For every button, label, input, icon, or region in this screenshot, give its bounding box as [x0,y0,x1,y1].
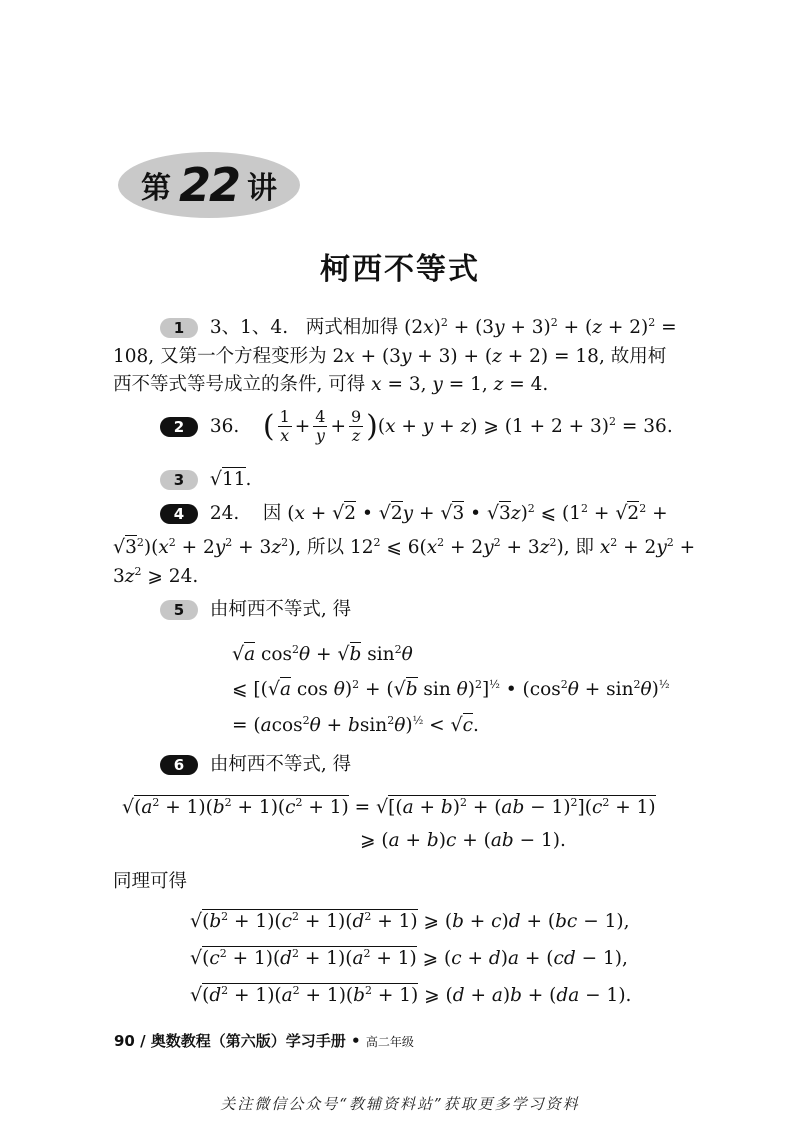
problem-1-line-3 [113,376,548,395]
problem-6-formula-3: $√(b^2 + 1)(c^2 + 1)(d^2 + 1)$ ⩾ (b + c)d + (bc − 1), [190,910,630,932]
lecture-prefix: 第 [140,171,171,206]
problem-3-radicand: 11 [222,469,246,490]
problem-3-answer: √11. [209,468,252,490]
problem-4-text-a: 因 [262,503,282,524]
problem-badge-2: 2 [160,417,198,437]
problem-5-formula-2: ⩽ [(√a cos θ)$^2$ + (√b sin θ)$^2$]$^{\frac{1}{2}}$ • $(\cos^2\theta + \sin^2\theta)^{\frac{1}{2}}$ [232,678,670,700]
problem-1-formula-2: 2x + (3y + 3) + (z + 2) = 18 [332,346,599,367]
page-footer [114,1030,414,1051]
problem-6-formula-2: ⩾ (a + b)c + (ab − 1). [360,830,566,851]
problem-4-text-c: , 即 [563,537,594,558]
problem-4-line-3 [113,565,199,587]
page-number: 90 [114,1032,135,1050]
problem-1-text-a: 两式相加得 [305,317,399,338]
page-title: 柯西不等式 [320,252,480,287]
problem-2-line [160,408,673,446]
problem-4-text-b: , 所以 [295,537,345,558]
problem-4-answer: 24. [209,503,240,524]
problem-4-line-2 [113,538,695,558]
problem-2-formula: ( $\frac{1}{x}$ + $\frac{4}{y}$ + $\frac{9}{z}$ )(x + y + z) ⩾ $(1 + 2 + 3)^2 = 36$. [262,407,673,446]
problem-5-formula-3: = $(acos^2\theta + bsin^2\theta)^{\frac{1}{2}} < √c$. [232,714,479,736]
problem-1-text-b: 108, 又第一个方程变形为 [113,346,327,367]
problem-4-formula-1: (x + √2 • √2y + √3 • √3z)$^2$ ⩽ ($1^2 + √2^2$ + [287,502,668,524]
problem-1-formula-3: x = 3, y = 1, z = 4. [371,374,549,395]
problem-4-formula-2: $√3^2)(x^2 + 2y^2 + 3z^2)$ [113,536,296,558]
problem-2-answer: 36. [209,415,240,437]
problem-4-formula-5: $3z^2$ ⩾ 24. [113,565,199,587]
problem-6-intro: 由柯西不等式, 得 [209,754,352,775]
problem-4-line-1 [160,504,668,524]
problem-badge-6: 6 [160,755,198,775]
lecture-badge [118,152,300,218]
problem-4-formula-3: $12^2$ ⩽ $6(x^2 + 2y^2 + 3z^2)$ [349,536,564,558]
problem-5-formula-1: √a $\cos^2\theta + √b$ $\sin^2\theta$ [232,643,413,665]
problem-1-line-1 [160,318,677,338]
watermark-text: 关注微信公众号“教辅资料站”获取更多学习资料 [220,1095,580,1113]
problem-6-formula-1: $√(a^2 + 1)(b^2 + 1)(c^2 + 1) = √[(a + b)^2 + (ab - 1)^2](c^2 + 1)$ [122,796,656,818]
problem-1-text-c: , 故用柯 [598,346,667,367]
problem-6-formula-4: $√(c^2 + 1)(d^2 + 1)(a^2 + 1)$ ⩾ (c + d)a + (cd − 1), [190,947,628,969]
lecture-suffix: 讲 [247,171,277,206]
problem-5-line-1 [160,600,351,620]
problem-6-line-1 [160,755,351,775]
book-title: / 奥数教程（第六版）学习手册 • [140,1032,361,1050]
problem-4-formula-4: $x^2 + 2y^2$ + [599,536,696,558]
problem-badge-5: 5 [160,600,198,620]
problem-1-answer: 3、1、4. [209,317,289,338]
problem-5-intro: 由柯西不等式, 得 [209,599,352,620]
problem-1-text-d: 西不等式等号成立的条件, 可得 [113,374,366,395]
problem-badge-1: 1 [160,318,198,338]
problem-1-formula-1: $(2x)^2 + (3y + 3)^2 + (z + 2)^2$ = [404,316,677,338]
problem-badge-4: 4 [160,504,198,524]
problem-badge-3: 3 [160,470,198,490]
problem-1-line-2 [113,348,666,367]
lecture-number: 22 [178,158,239,212]
grade-label: 高二年级 [365,1035,414,1049]
problem-3-line [160,470,251,490]
problem-6-formula-5: $√(d^2 + 1)(a^2 + 1)(b^2 + 1)$ ⩾ (d + a)b + (da − 1). [190,984,632,1006]
problem-6-similarly: 同理可得 [113,871,188,892]
